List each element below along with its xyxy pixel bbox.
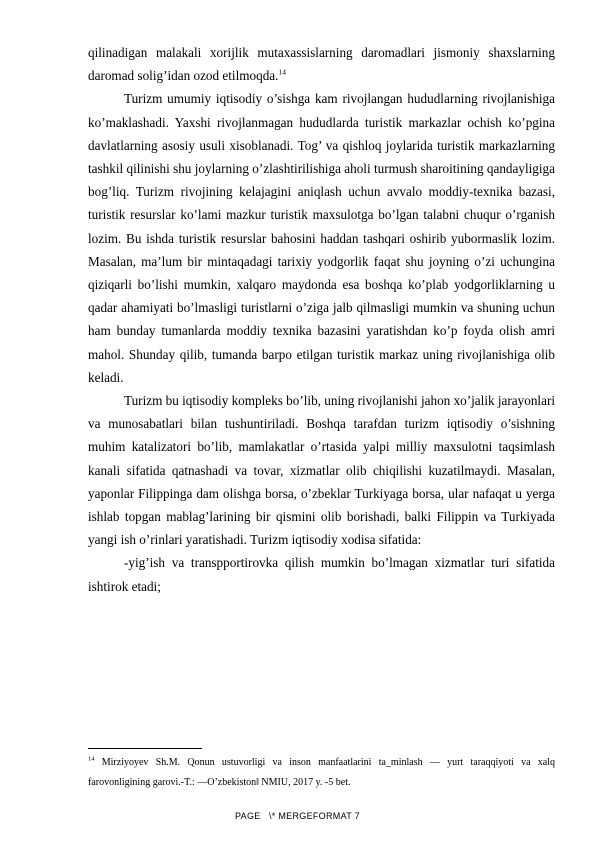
paragraph-2: Turizm umumiy iqtisodiy o’sishga kam rivojlangan hududlarning rivojlanishiga ko’maklashadi. Yaxshi rivojlanmagan hududlarda turistik markazlar ochish ko’pgina davlatlarning asosiy usuli xisoblanadi. Tog’ va qishloq joylarida turistik markazlarning tashkil qilinishi shu joylarning o’zlashtirilishiga aholi turmush sharoitining qandayligiga bog’liq. Turizm rivojining kelajagini aniqlash uchun avvalo moddiy-texnika bazasi, turistik resurslar ko’lami mazkur turistik maxsulotga bo’lgan talabni chuqur o’rganish lozim. Bu ishda turistik resurslar bahosini haddan tashqari oshirib yubormaslik lozim. Masalan, ma’lum bir mintaqadagi tarixiy yodgorlik faqat shu joyning o’zi uchungina qiziqarli bo’lishi mumkin, xalqaro maydonda esa boshqa ko’plab yodgorliklarning u qadar ahamiyati bo’lmasligi turistlarni o’ziga jalb qilmasligi mumkin va shuning uchun ham bunday tumanlarda moddiy texnika bazasini yaratishdan ko’p foyda olish amri mahol. Shunday qilib, tumanda barpo etilgan turistik markaz uning rivojlanishiga olib keladi. [88, 91, 555, 385]
paragraph-4: -yig’ish va transpportirovka qilish mumkin bo’lmagan xizmatlar turi sifatida ishtirok etadi; [88, 555, 555, 594]
footnote-number: 14 [88, 755, 95, 763]
paragraph-3: Turizm bu iqtisodiy kompleks bo’lib, uning rivojlanishi jahon xo’jalik jarayonlari va munosabatlari bilan tushuntiriladi. Boshqa tarafdan turizm iqtisodiy o’sishning muhim katalizatori bo’lib, mamlakatlar o’rtasida yalpi milliy maxsulotni taqsimlash kanali sifatida qatnashadi va tovar, xizmatlar olib chiqilishi kuzatilmaydi. Masalan, yaponlar Filippinga dam olishga borsa, o’zbeklar Turkiyaga borsa, ular nafaqat u yerga ishlab topgan mablag’larining bir qismini olib borishadi, balki Filippin va Turkiyada yangi ish o’rinlari yaratishadi. Turizm iqtisodiy xodisa sifatida: [88, 393, 555, 548]
footnote-reference[interactable]: 14 [278, 67, 286, 77]
paragraph-1 [88, 41, 555, 87]
footnote-text: Mirziyoyev Sh.M. Qonun ustuvorligi va inson manfaatlarini ta_minlash — yurt taraqqiyoti va xalq farovonligining garovi.-T.: ―O’zbekiston‖ NMIU, 2017 y. -5 bet. [88, 757, 555, 788]
footnote [88, 753, 555, 793]
paragraph-1-text: qilinadigan malakali xorijlik mutaxassislarning daromadlari jismoniy shaxslarning daromad solig’idan ozod etilmoqda. [88, 45, 555, 84]
page-footer: PAGE \* MERGEFORMAT 7 [235, 811, 360, 821]
footnote-separator [88, 748, 202, 749]
page-body [88, 41, 555, 598]
